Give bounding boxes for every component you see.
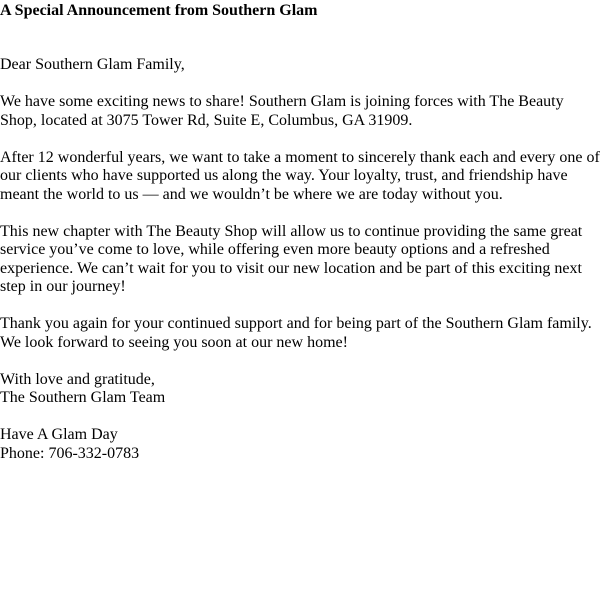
paragraph-thanks: After 12 wonderful years, we want to take a moment to sincerely thank each and every one of our clients who have supported us along the way. Your loyalty, trust, and friendship have meant the world to us — and we wouldn’t be where we are today without you.: [0, 148, 600, 203]
paragraph-new-chapter: This new chapter with The Beauty Shop will allow us to continue providing the same great service you’ve come to love, while offering even more beauty options and a refreshed experience. We can’t wait for you to visit our new location and be part of this exciting next step in our journey!: [0, 222, 583, 295]
phone-number: Phone: 706-332-0783: [0, 444, 140, 462]
signature: The Southern Glam Team: [0, 389, 166, 406]
closing-line: With love and gratitude,: [0, 370, 155, 388]
letter-title: A Special Announcement from Southern Glam: [0, 2, 318, 19]
title-spacer: [0, 21, 600, 56]
tagline: Have A Glam Day: [0, 426, 118, 443]
paragraph-news: We have some exciting news to share! Southern Glam is joining forces with The Beauty Shop, located at 3075 Tower Rd, Suite E, Columbus, GA 31909.: [0, 93, 564, 129]
paragraph-gratitude: Thank you again for your continued support and for being part of the Southern Glam family. We look forward to seeing you soon at our new home!: [0, 315, 592, 351]
closing: [0, 371, 600, 408]
contact-block: [0, 426, 600, 463]
salutation: Dear Southern Glam Family,: [0, 56, 185, 73]
